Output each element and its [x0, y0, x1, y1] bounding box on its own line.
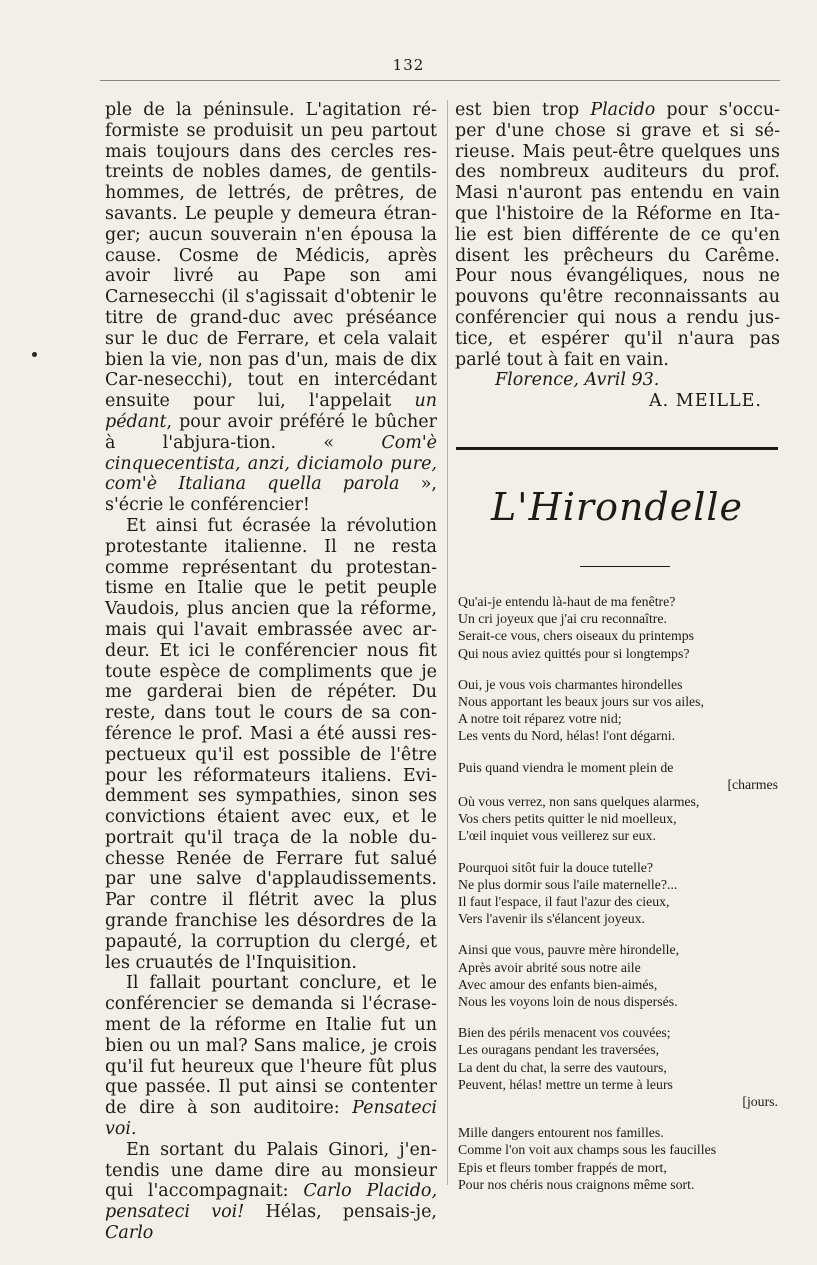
title-flourish	[580, 566, 670, 567]
verse-line: Qu'ai-je entendu là-haut de ma fenêtre?	[458, 594, 676, 609]
section-rule	[456, 447, 778, 450]
header-rule	[100, 80, 780, 81]
verse-line: Après avoir abrité sous notre aile	[458, 959, 641, 975]
italian-quote: Carlo Placido, pensateci voi!	[105, 1181, 438, 1223]
paragraph-1: ple de la péninsule. L'agitation ré-formiste se produisit un peu partout mais toujours dans des cercles res-treints de nobles dames, de gentils-hommes, de lettrés, de prêtres, de savants. Le peuple y demeura étran-ger; aucun souverain n'en épousa la cause. Cosme de Médicis, après avoir livré au Pape son ami Carnesecchi (il s'agissait d'obtenir le titre de grand-duc avec préséance sur le duc de Ferrare, et cela valait bien la vie, non pas d'un, mais de dix Car-nesecchi), tout en intercédant ensuite pour lui, l'appelait un pédant, pour avoir préféré le bûcher à l'abjura-tion. « Com'è cinquecentista, anzi, diciamolo pure, com'è Italiana quella parola », s'écrie le conférencier!	[105, 100, 437, 516]
page-number: 132	[392, 56, 425, 74]
stanza	[458, 941, 786, 1010]
verse-line: Serait-ce vous, chers oiseaux du printemps	[458, 628, 695, 644]
verse-line: Ainsi que vous, pauvre mère hirondelle,	[458, 942, 680, 958]
stanza	[458, 593, 786, 662]
stanza	[458, 859, 786, 928]
paragraph-continued: est bien trop Placido pour s'occu-per d'une chose si grave et si sé-rieuse. Mais peut-être quelques uns des nombreux auditeurs du prof. Masi n'auront pas entendu en vain que l'histoire de la Réforme en Ita-lie est bien différente de ce qu'en disent les prêcheurs du Carême. Pour nous évangéliques, nous ne pouvons qu'être reconnaissants au conférencier qui nous a rendu jus-tice, et espérer qu'il n'aura pas parlé tout à fait en vain.	[455, 100, 780, 370]
verse-line: Bien des périls menacent vos couvées;	[458, 1025, 671, 1041]
verse-line: A notre toit réparez votre nid;	[458, 711, 622, 727]
stanza	[458, 1024, 786, 1110]
verse-line: Pour nos chéris nous craignons même sort.	[458, 1176, 695, 1192]
margin-dot	[32, 352, 37, 357]
poem	[458, 593, 786, 1207]
verse-line: Il faut l'espace, il faut l'azur des cieux,	[458, 894, 670, 910]
verse-line: Mille dangers entourent nos familles.	[458, 1125, 664, 1141]
verse-line: Ne plus dormir sous l'aile maternelle?...	[458, 876, 678, 892]
verse-line: Comme l'on voit aux champs sous les faucilles	[458, 1142, 717, 1158]
stanza	[458, 676, 786, 745]
verse-line: Les vents du Nord, hélas! l'ont dégarni.	[458, 728, 676, 744]
verse-line-overflow: [jours.	[742, 1094, 778, 1110]
signature: A. MEILLE.	[649, 391, 762, 412]
paragraph-2: Et ainsi fut écrasée la révolution protestante italienne. Il ne resta comme représentant du protestan-tisme en Italie que le petit peuple Vaudois, plus ancien que la réforme, mais qui l'avait embrassée avec ar-deur. Et ici le conférencier nous fit toute espèce de compliments que je me garderai bien de répéter. Du reste, dans tout le cours de sa con-férence le prof. Masi a été aussi res-pectueux qu'il est possible de l'être pour les réformateurs italiens. Evi-demment ses sympathies, sinon ses convictions étaient avec eux, et le portrait qu'il traça de la noble du-chesse Renée de Ferrare fut salué par une salve d'applaudissements. Par contre il flétrit avec la plus grande franchise les désordres de la papauté, la corruption du clergé, et les cruautés de l'Inquisition.	[105, 515, 437, 973]
verse-line-overflow: [charmes	[727, 776, 778, 792]
paragraph-3: Il fallait pourtant conclure, et le conférencier se demanda si l'écrase-ment de la réforme en Italie fut un bien ou un mal? Sans malice, je crois qu'il fut heureux que l'heure fût plus que passée. Il put ainsi se contenter de dire à son auditoire: Pensateci voi.	[105, 973, 437, 1140]
italian-quote: Com'è cinquecentista, anzi, diciamolo pure, com'è Italiana quella parola	[105, 432, 437, 495]
verse-line: Puis quand viendra le moment plein de	[458, 759, 674, 775]
dateline: Florence, Avril 93.	[495, 370, 660, 391]
verse-line: Vos chers petits quitter le nid moelleux,	[458, 811, 677, 827]
verse-line: Nous apportant les beaux jours sur vos ailes,	[458, 694, 704, 710]
italic-name: Placido	[590, 100, 656, 120]
verse-line: Les ouragans pendant les traversées,	[458, 1042, 660, 1058]
poem-title: L'Hirondelle	[490, 485, 744, 529]
paragraph-4: En sortant du Palais Ginori, j'en-tendis une dame dire au monsieur qui l'accompagnait: Carlo Placido, pensateci voi! Hélas, pensais-je, Carlo	[105, 1139, 438, 1244]
verse-line: Nous les voyons loin de nous dispersés.	[458, 994, 678, 1010]
right-column	[455, 100, 780, 412]
verse-line: Où vous verrez, non sans quelques alarmes,	[458, 794, 700, 810]
left-column	[105, 100, 437, 1244]
verse-line: Avec amour des enfants bien-aimés,	[458, 976, 658, 992]
stanza	[458, 759, 786, 845]
italian-quote: Pensateci voi.	[105, 1098, 437, 1140]
verse-line: Un cri joyeux que j'ai cru reconnaître.	[458, 611, 667, 627]
verse-line: Qui nous aviez quittés pour si longtemps?	[458, 645, 690, 661]
italic-phrase: un pédant	[105, 391, 437, 432]
verse-line: Pourquoi sitôt fuir la douce tutelle?	[458, 859, 654, 875]
verse-line: Vers l'avenir ils s'élancent joyeux.	[458, 911, 645, 927]
verse-line: Peuvent, hélas! mettre un terme à leurs	[458, 1076, 673, 1092]
verse-line: Oui, je vous vois charmantes hirondelles	[458, 676, 683, 692]
verse-line: Epis et fleurs tomber frappés de mort,	[458, 1159, 667, 1175]
verse-line: L'œil inquiet vous veillerez sur eux.	[458, 828, 656, 844]
verse-line: La dent du chat, la serre des vautours,	[458, 1059, 667, 1075]
stanza	[458, 1124, 786, 1193]
italic-name: Carlo	[105, 1223, 154, 1244]
column-divider	[447, 100, 448, 1185]
